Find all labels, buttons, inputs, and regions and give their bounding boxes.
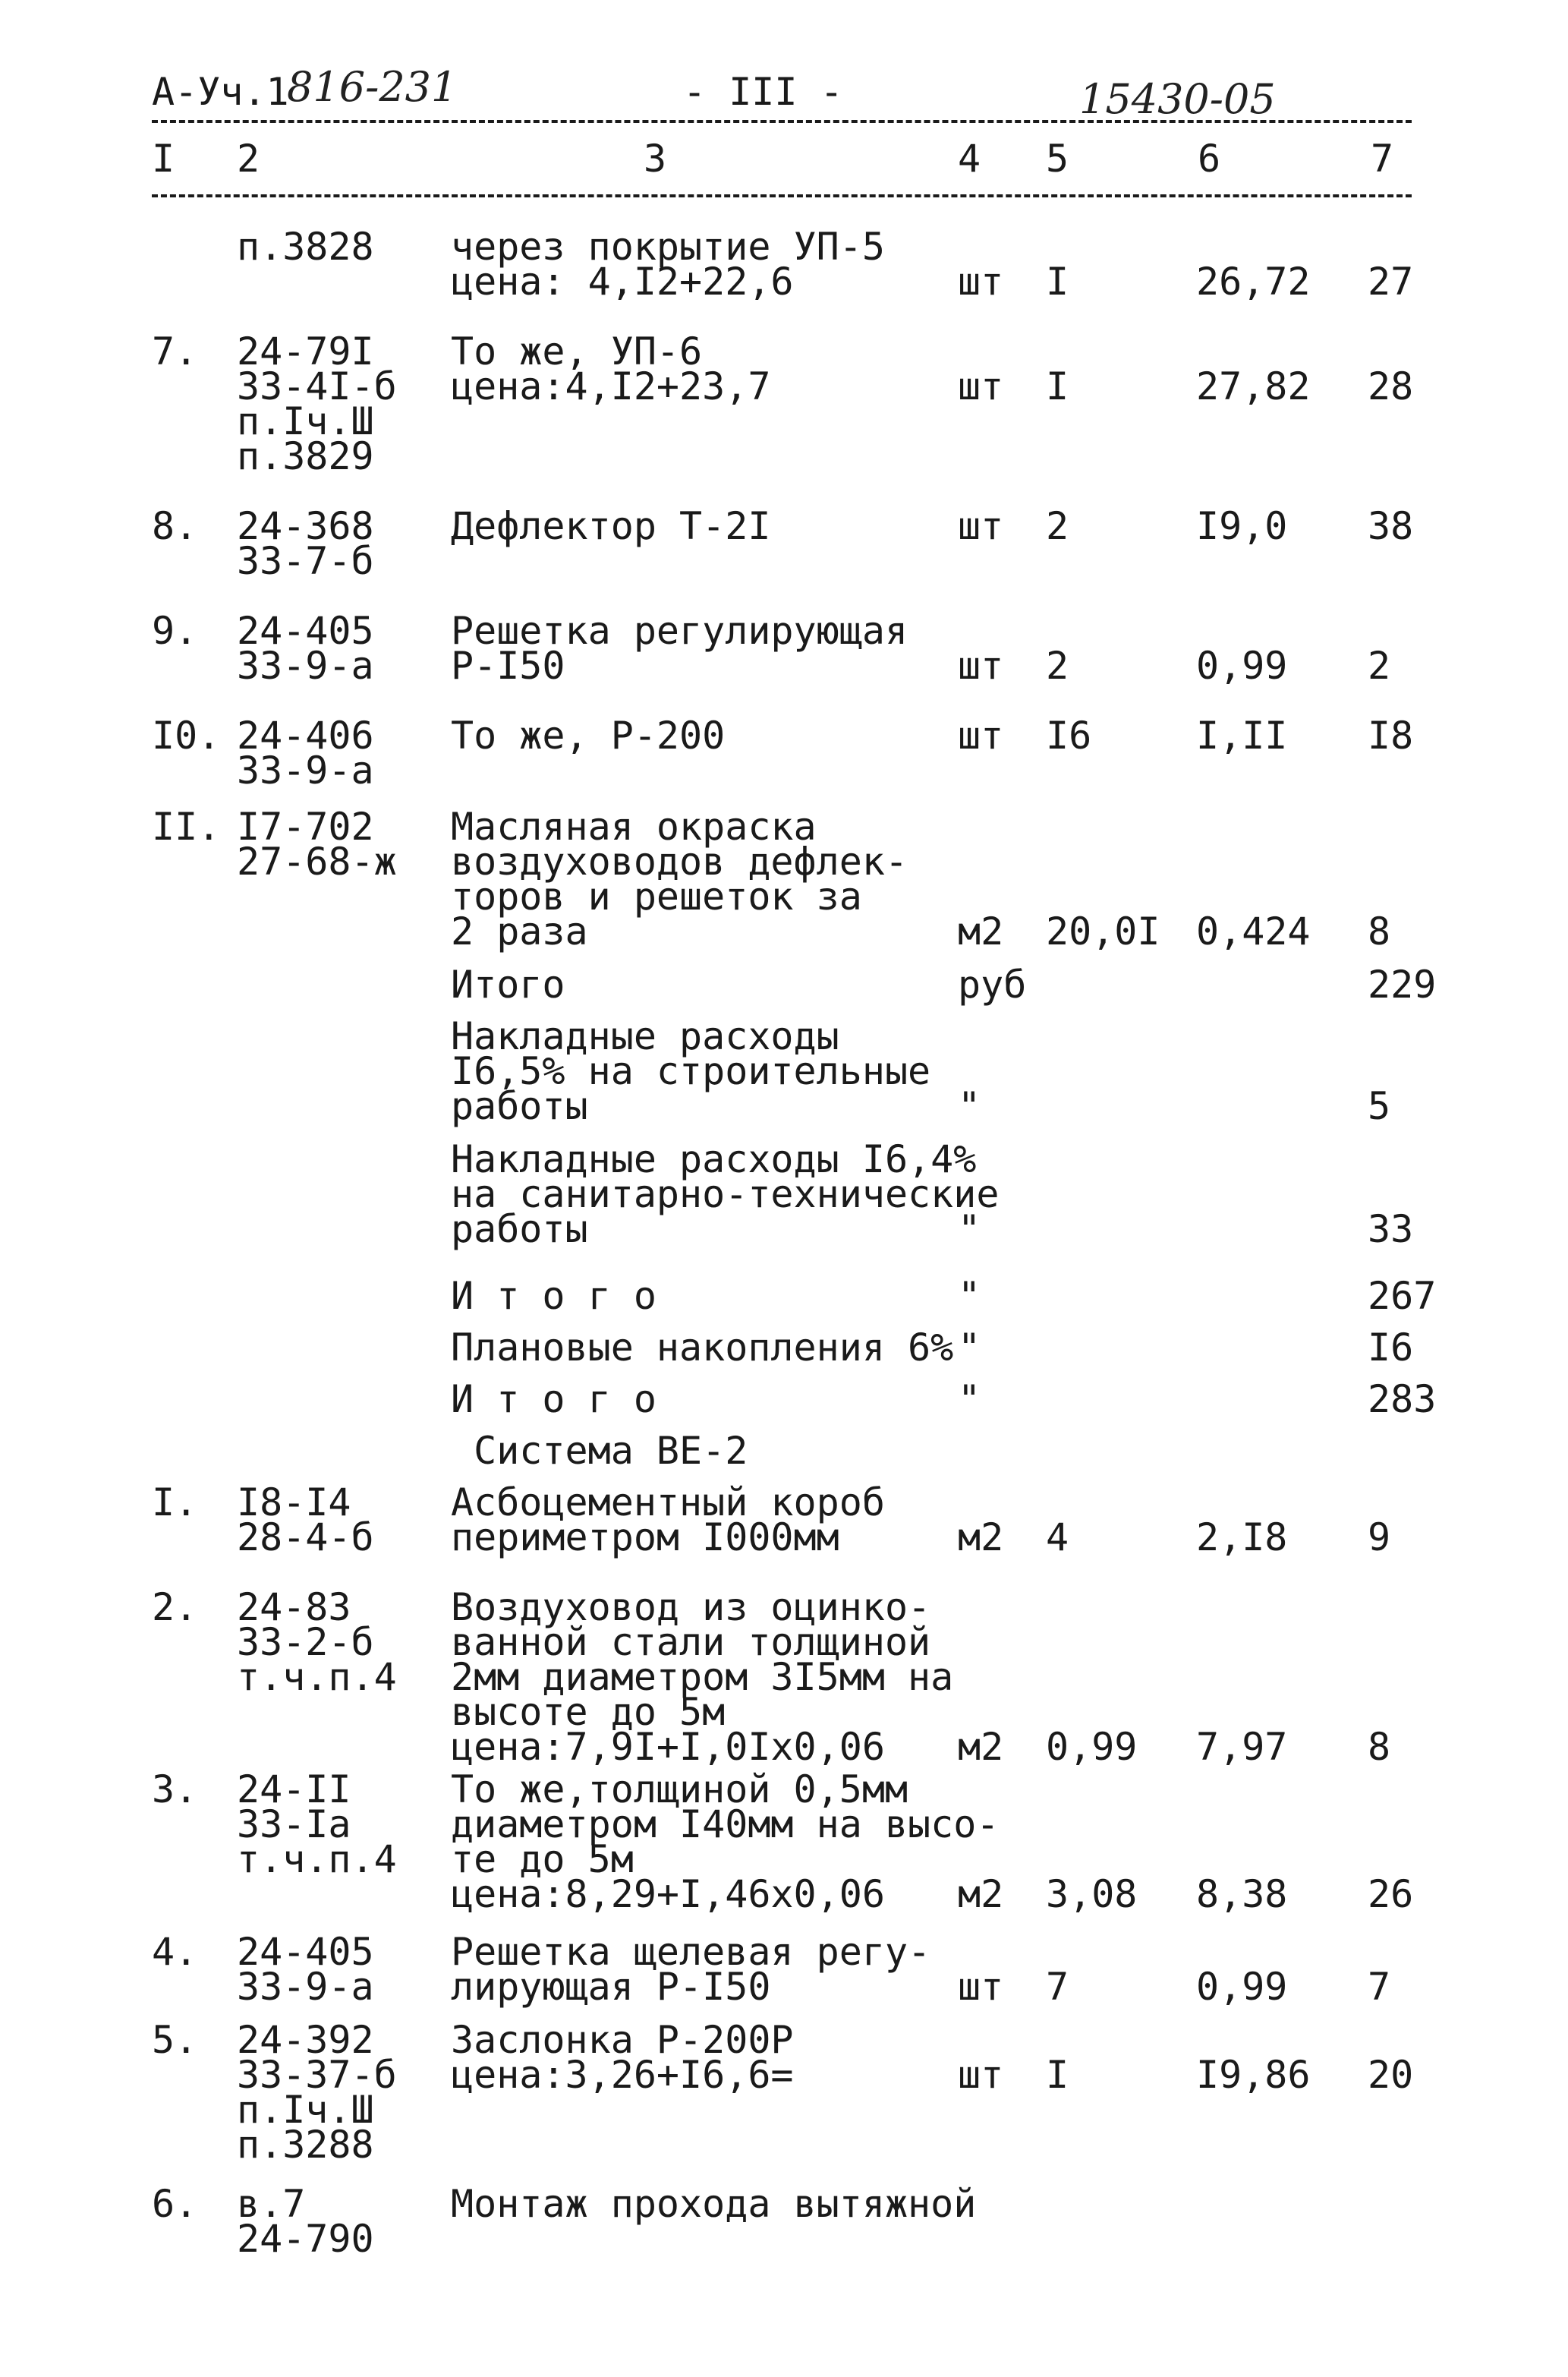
row-unit-price: 0,424 [1196,910,1311,954]
row-code: 24-405 33-9-а [237,609,374,688]
row-description: То же, Р-200 [451,714,726,758]
row-quantity: 2 [1046,644,1069,688]
row-code: I8-I4 28-4-б [237,1480,374,1559]
row-description: Накладные расходы I6,5% на строительные работы [451,1014,931,1128]
row-description: И т о г о [451,1377,656,1421]
row-code: 24-392 33-37-б п.Iч.Ш п.3288 [237,2018,397,2167]
header-bottom-rule [152,194,1412,197]
col-header-7: 7 [1371,137,1394,181]
row-total: 7 [1368,1965,1391,2009]
row-unit: м2 [958,1725,1004,1769]
row-unit-price: 26,72 [1196,260,1311,304]
col-header-3: 3 [644,137,667,181]
col-header-1: I [152,137,175,181]
row-number: I0. [152,714,221,758]
row-unit: шт [958,364,1004,408]
row-number: 2. [152,1585,198,1629]
row-number: 6. [152,2182,198,2226]
row-description: Система ВЕ-2 [451,1429,748,1473]
row-total: 283 [1368,1377,1437,1421]
row-unit: м2 [958,910,1004,954]
row-total: 20 [1368,2053,1414,2097]
row-code: 24-368 33-7-б [237,504,374,583]
row-unit: " [958,1207,981,1251]
row-code: 24-II 33-Iа т.ч.п.4 [237,1767,397,1881]
row-quantity: I [1046,2053,1069,2097]
row-code: 24-406 33-9-а [237,714,374,793]
row-unit: " [958,1084,981,1128]
row-quantity: 0,99 [1046,1725,1138,1769]
row-total: 2 [1368,644,1391,688]
row-code: в.7 24-790 [237,2182,374,2261]
row-unit-price: I9,86 [1196,2053,1311,2097]
row-unit: " [958,1377,981,1421]
row-quantity: I [1046,260,1069,304]
row-total: 5 [1368,1084,1391,1128]
row-unit: м2 [958,1872,1004,1916]
row-description: Итого [451,963,565,1007]
row-total: 9 [1368,1515,1391,1559]
row-unit: м2 [958,1515,1004,1559]
row-total: 28 [1368,364,1414,408]
row-number: 3. [152,1767,198,1811]
row-code: 24-79I 33-4I-б п.Iч.Ш п.3829 [237,329,397,478]
row-number: II. [152,805,221,849]
col-header-6: 6 [1198,137,1221,181]
row-unit-price: 7,97 [1196,1725,1288,1769]
row-unit: шт [958,1965,1004,2009]
row-unit-price: 0,99 [1196,1965,1288,2009]
row-quantity: 4 [1046,1515,1069,1559]
col-header-2: 2 [237,137,260,181]
row-number: 4. [152,1930,198,1974]
row-quantity: 3,08 [1046,1872,1138,1916]
row-unit: шт [958,714,1004,758]
row-unit-price: 2,I8 [1196,1515,1288,1559]
row-unit: шт [958,504,1004,548]
row-total: 27 [1368,260,1414,304]
row-description: Заслонка Р-200Р цена:3,26+I6,6= [451,2018,794,2097]
row-description: через покрытие УП-5 цена: 4,I2+22,6 [451,225,885,304]
row-total: 8 [1368,1725,1391,1769]
row-unit: шт [958,2053,1004,2097]
row-number: 5. [152,2018,198,2062]
row-unit-price: 8,38 [1196,1872,1288,1916]
row-quantity: I [1046,364,1069,408]
row-number: 8. [152,504,198,548]
row-description: То же, УП-6 цена:4,I2+23,7 [451,329,771,408]
row-total: 229 [1368,963,1437,1007]
row-number: 9. [152,609,198,653]
row-total: I8 [1368,714,1414,758]
row-description: Накладные расходы I6,4% на санитарно-технические работы [451,1137,1000,1251]
row-unit-price: 27,82 [1196,364,1311,408]
row-code: 24-405 33-9-а [237,1930,374,2009]
row-description: Воздуховод из оцинко- ванной стали толщиной 2мм диаметром 3I5мм на высоте до 5м цена:7,9I+I,0Iх0,06 [451,1585,954,1769]
row-description: Плановые накопления 6% [451,1326,954,1370]
row-description: Масляная окраска воздуховодов дефлек- торов и решеток за 2 раза [451,805,908,954]
page-number: - III - [683,70,843,114]
row-total: 26 [1368,1872,1414,1916]
row-unit: " [958,1274,981,1318]
row-description: Дефлектор Т-2I [451,504,771,548]
row-code: 24-83 33-2-б т.ч.п.4 [237,1585,397,1699]
header-right-handwritten: 15430-05 [1079,75,1276,123]
row-unit-price: 0,99 [1196,644,1288,688]
row-description: И т о г о [451,1274,656,1318]
row-total: 8 [1368,910,1391,954]
row-description: Решетка щелевая регу- лирующая Р-I50 [451,1930,931,2009]
row-number: I. [152,1480,198,1524]
row-code: п.3828 [237,225,374,269]
row-unit: шт [958,260,1004,304]
row-quantity: 20,0I [1046,910,1160,954]
row-unit-price: I9,0 [1196,504,1288,548]
row-quantity: I6 [1046,714,1092,758]
row-description: Монтаж прохода вытяжной [451,2182,977,2226]
row-unit: шт [958,644,1004,688]
row-description: Асбоцементный короб периметром I000мм [451,1480,885,1559]
row-quantity: 7 [1046,1965,1069,2009]
header-left-handwritten: 816-231 [287,63,458,111]
row-code: I7-702 27-68-ж [237,805,397,884]
row-unit-price: I,II [1196,714,1288,758]
col-header-4: 4 [958,137,981,181]
row-unit: руб [958,963,1027,1007]
row-total: I6 [1368,1326,1414,1370]
header-left-label: А-Уч.1 [152,70,289,114]
row-total: 267 [1368,1274,1437,1318]
row-unit: " [958,1326,981,1370]
row-quantity: 2 [1046,504,1069,548]
row-description: То же,толщиной 0,5мм диаметром I40мм на высо- те до 5м цена:8,29+I,46х0,06 [451,1767,1000,1916]
col-header-5: 5 [1046,137,1069,181]
row-description: Решетка регулирующая Р-I50 [451,609,908,688]
header-top-rule [152,120,1412,123]
row-total: 33 [1368,1207,1414,1251]
row-number: 7. [152,329,198,374]
row-total: 38 [1368,504,1414,548]
